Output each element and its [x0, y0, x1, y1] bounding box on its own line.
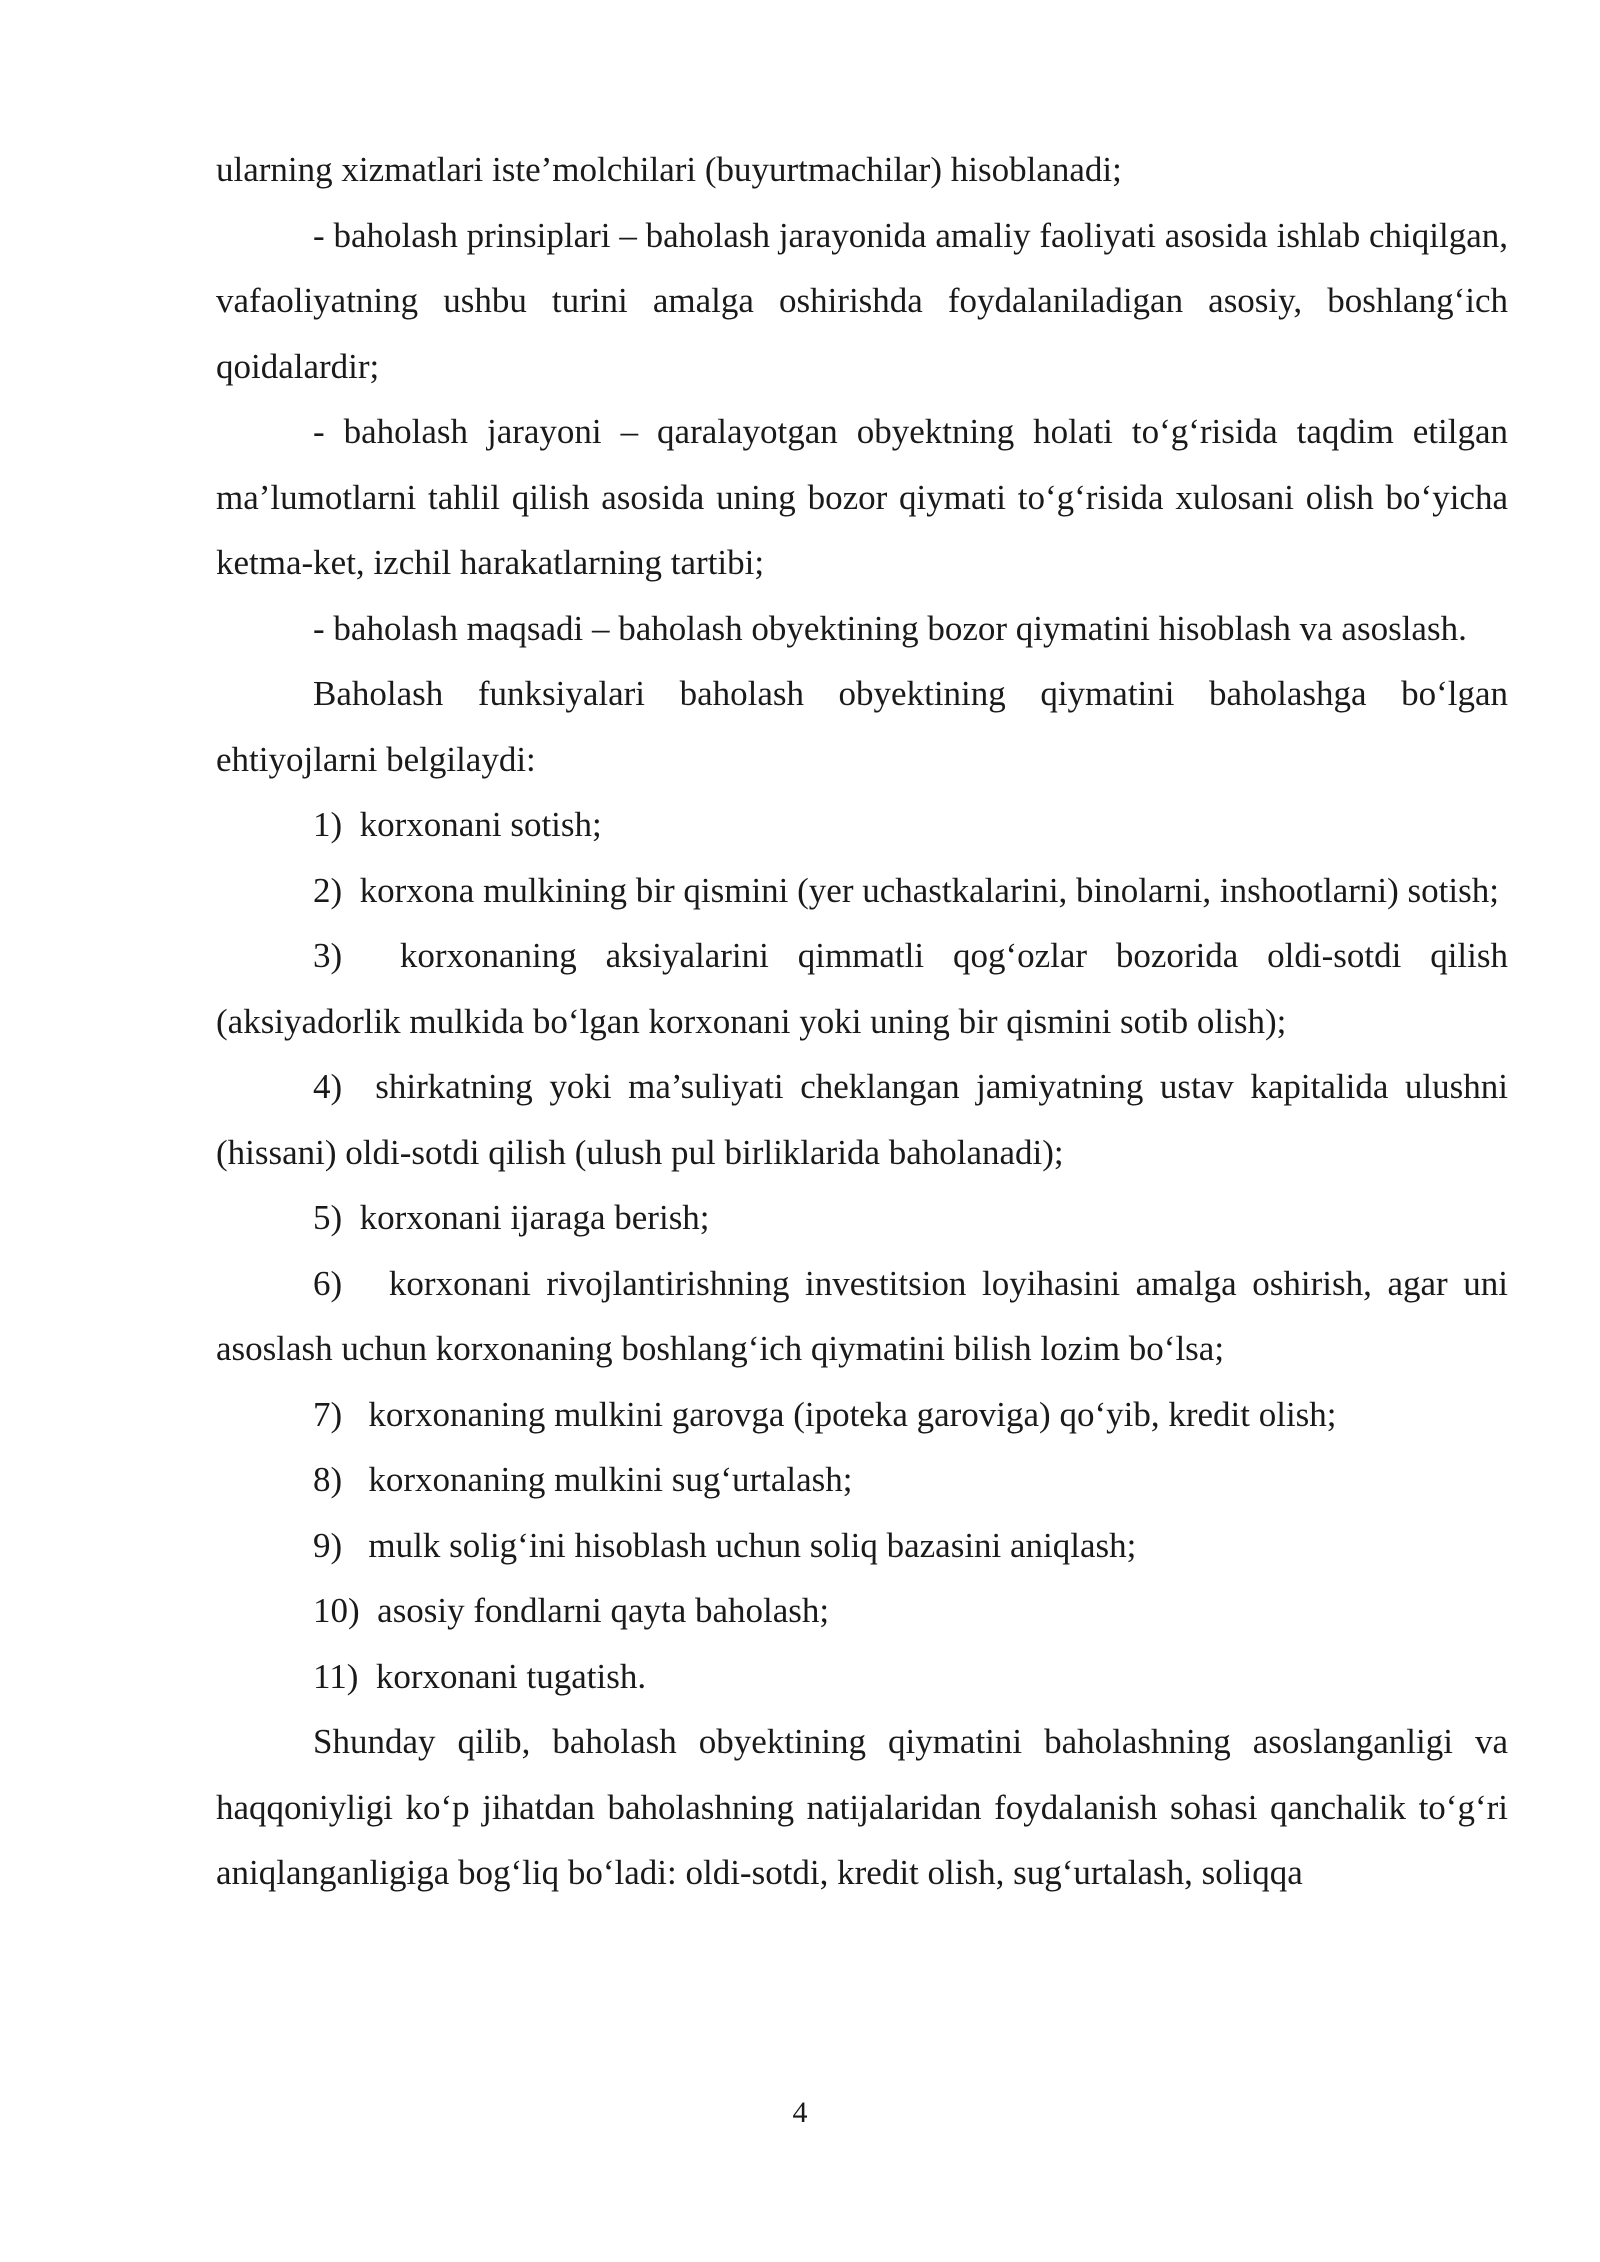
paragraph-baholash-jarayoni: - baholash jarayoni – qaralayotgan obyektning holati to‘g‘risida taqdim etilgan ma’lumotlarni tahlil qilish asosida uning bozor qiymati to‘g‘risida xulosani olish bo‘yicha ketma-ket, izchil harakatlarning tartibi; — [216, 412, 1508, 582]
list-item-7: 7) korxonaning mulkini garovga (ipoteka garoviga) qo‘yib, kredit olish; — [313, 1394, 1337, 1434]
paragraph-baholash-funksiyalari: Baholash funksiyalari baholash obyektining qiymatini baholashga bo‘lgan ehtiyojlarni belgilaydi: — [216, 674, 1508, 779]
paragraph-shunday-qilib: Shunday qilib, baholash obyektining qiymatini baholashning asoslanganligi va haqqoniyligi ko‘p jihatdan baholashning natijalaridan foydalanish sohasi qanchalik to‘g‘ri aniqlanganligiga bog‘liq bo‘ladi: oldi-sotdi, kredit olish, sug‘urtalash, soliqqa — [216, 1722, 1508, 1892]
list-item-4: 4) shirkatning yoki ma’suliyati cheklangan jamiyatning ustav kapitalida ulushni (hissani) oldi-sotdi qilish (ulush pul birliklarida baholanadi); — [216, 1067, 1517, 1172]
list-item-11: 11) korxonani tugatish. — [313, 1656, 647, 1696]
list-item-9: 9) mulk solig‘ini hisoblash uchun soliq bazasini aniqlash; — [313, 1525, 1137, 1565]
list-item-10: 10) asosiy fondlarni qayta baholash; — [313, 1591, 830, 1630]
paragraph-continuation: ularning xizmatlari iste’molchilari (buyurtmachilar) hisoblanadi; — [216, 150, 1122, 189]
paragraph-baholash-prinsiplari: - baholash prinsiplari – baholash jarayonida amaliy faoliyati asosida ishlab chiqilgan, vafaoliyatning ushbu turini amalga oshirishda foydalaniladigan asosiy, boshlang‘ich qoidalardir; — [216, 215, 1508, 386]
list-item-1: 1) korxonani sotish; — [313, 805, 602, 844]
list-item-8: 8) korxonaning mulkini sug‘urtalash; — [313, 1460, 853, 1499]
document-body — [216, 137, 1517, 1906]
paragraph-baholash-maqsadi: - baholash maqsadi – baholash obyektining bozor qiymatini hisoblash va asoslash. — [313, 608, 1467, 648]
list-item-3: 3) korxonaning aksiyalarini qimmatli qog‘ozlar bozorida oldi-sotdi qilish (aksiyadorlik mulkida bo‘lgan korxonani yoki uning bir qismini sotib olish); — [216, 936, 1517, 1041]
page-number: 4 — [792, 2096, 808, 2129]
list-item-5: 5) korxonani ijaraga berish; — [313, 1198, 710, 1237]
list-item-2: 2) korxona mulkining bir qismini (yer uchastkalarini, binolarni, inshootlarni) sotish; — [313, 870, 1499, 910]
list-item-6: 6) korxonani rivojlantirishning investitsion loyihasini amalga oshirish, agar uni asoslash uchun korxonaning boshlang‘ich qiymatini bilish lozim bo‘lsa; — [216, 1263, 1517, 1368]
